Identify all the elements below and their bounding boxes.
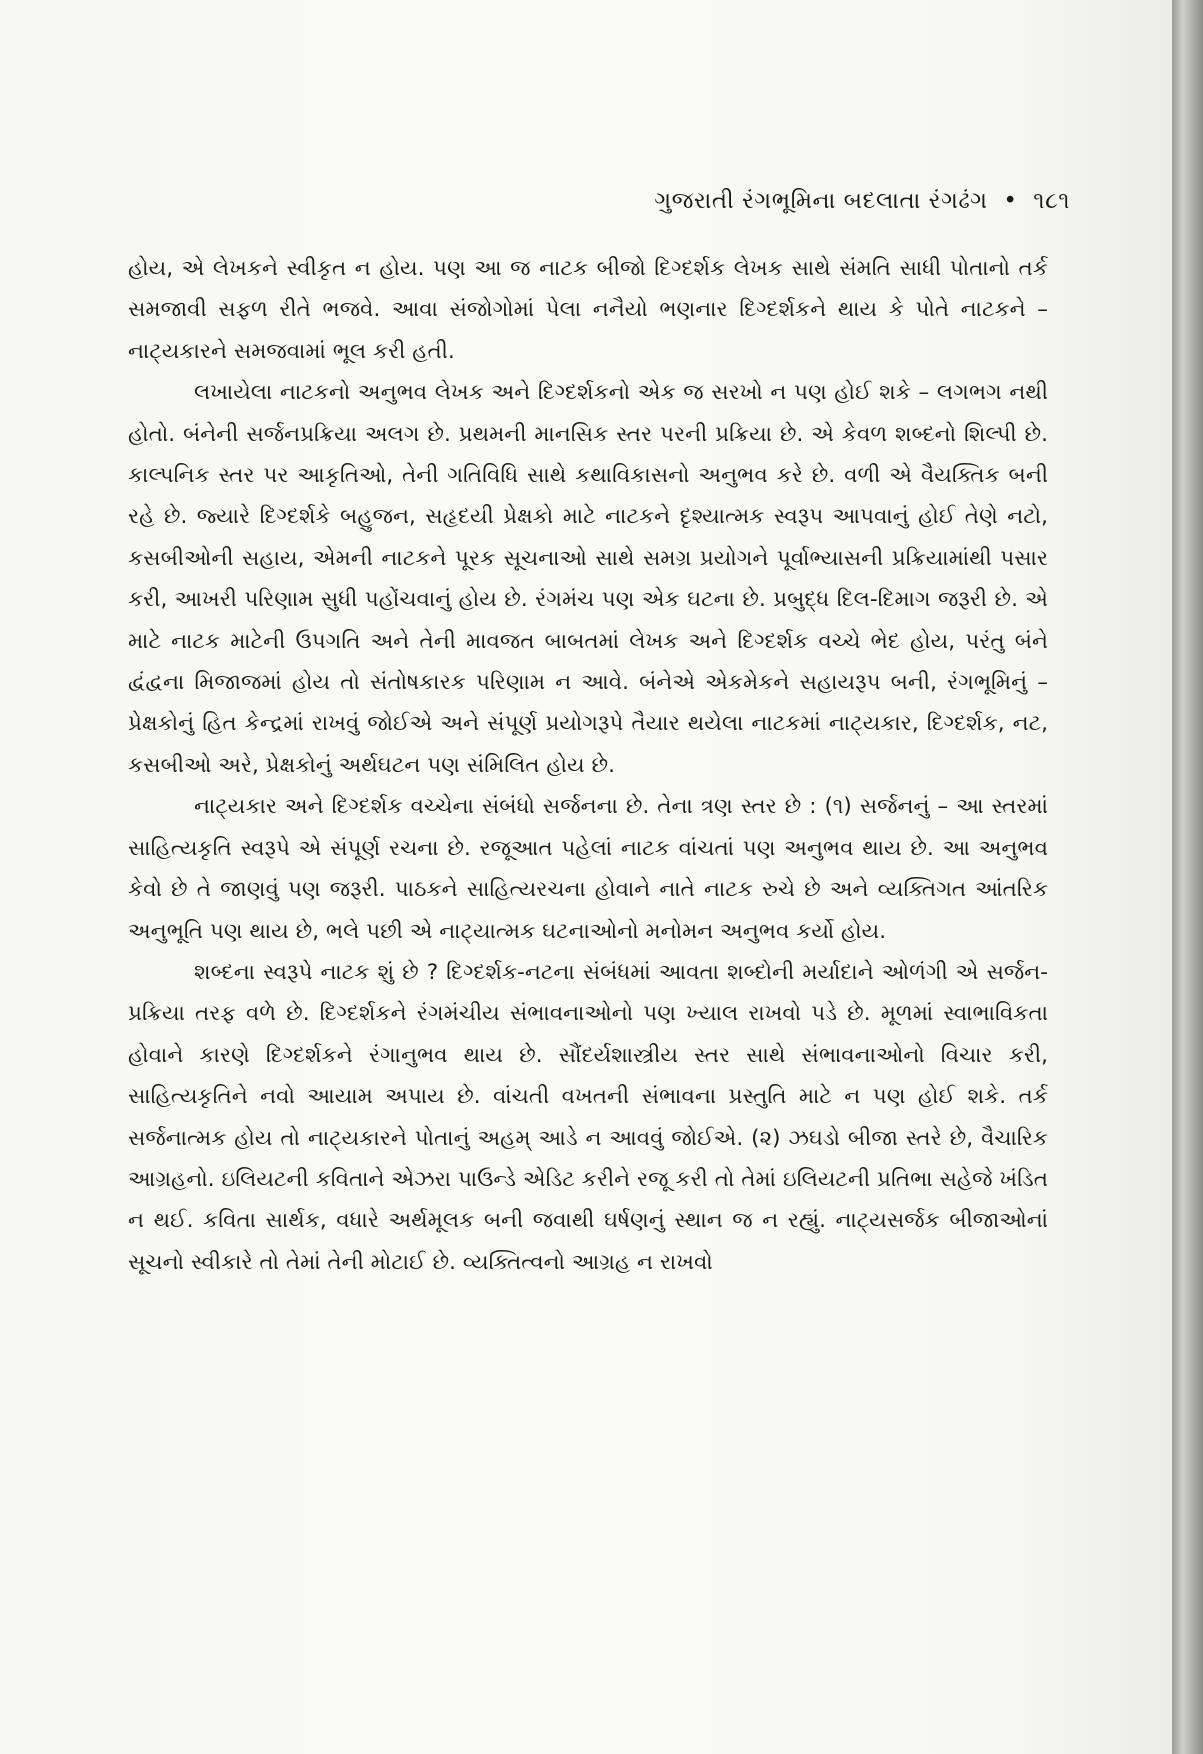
running-header bbox=[470, 188, 1070, 214]
running-title: ગુજરાતી રંગભૂમિના બદલાતા રંગઢંગ bbox=[654, 188, 988, 214]
paragraph-1: હોય, એ લેખકને સ્વીકૃત ન હોય. પણ આ જ નાટક બીજો દિગ્દર્શક લેખક સાથે સંમતિ સાધી પોતાનો તર્ક સમજાવી સફળ રીતે ભજવે. આવા સંજોગોમાં પેલા નનૈયો ભણનાર દિગ્દર્શકને થાય કે પોતે નાટકને – નાટ્યકારને સમજવામાં ભૂલ કરી હતી. bbox=[128, 256, 1048, 364]
page-number: ૧૮૧ bbox=[1033, 188, 1070, 214]
paragraph-3: નાટ્યકાર અને દિગ્દર્શક વચ્ચેના સંબંધો સર્જનના છે. તેના ત્રણ સ્તર છે : (૧) સર્જનનું – આ સ્તરમાં સાહિત્યકૃતિ સ્વરૂપે એ સંપૂર્ણ રચના છે. રજૂઆત પહેલાં નાટક વાંચતાં પણ અનુભવ થાય છે. આ અનુભવ કેવો છે તે જાણવું પણ જરૂરી. પાઠકને સાહિત્યરચના હોવાને નાતે નાટક રુચે છે અને વ્યક્તિગત આંતરિક અનુભૂતિ પણ થાય છે, ભલે પછી એ નાટ્યાત્મક ઘટનાઓનો મનોમન અનુભવ કર્યો હોય. bbox=[128, 794, 1048, 944]
book-edge bbox=[1172, 0, 1203, 1754]
body-text bbox=[128, 248, 1048, 1283]
paragraph-2: લખાયેલા નાટકનો અનુભવ લેખક અને દિગ્દર્શકનો એક જ સરખો ન પણ હોઈ શકે – લગભગ નથી હોતો. બંનેની સર્જનપ્રક્રિયા અલગ છે. પ્રથમની માનસિક સ્તર પરની પ્રક્રિયા છે. એ કેવળ શબ્દનો શિલ્પી છે. કાલ્પનિક સ્તર પર આકૃતિઓ, તેની ગતિવિધિ સાથે કથાવિકાસનો અનુભવ કરે છે. વળી એ વૈયક્તિક બની રહે છે. જ્યારે દિગ્દર્શકે બહુજન, સહૃદયી પ્રેક્ષકો માટે નાટકને દૃશ્યાત્મક સ્વરૂપ આપવાનું હોઈ તેણે નટો, કસબીઓની સહાય, એમની નાટકને પૂરક સૂચનાઓ સાથે સમગ્ર પ્રયોગને પૂર્વાભ્યાસની પ્રક્રિયામાંથી પસાર કરી, આખરી પરિણામ સુધી પહોંચવાનું હોય છે. રંગમંચ પણ એક ઘટના છે. પ્રબુદ્ધ દિલ-દિમાગ જરૂરી છે. એ માટે નાટક માટેની ઉપગતિ અને તેની માવજત બાબતમાં લેખક અને દિગ્દર્શક વચ્ચે ભેદ હોય, પરંતુ બંને દ્વંદ્વના મિજાજમાં હોય તો સંતોષકારક પરિણામ ન આવે. બંનેએ એકમેકને સહાયરૂપ બની, રંગભૂમિનું – પ્રેક્ષકોનું હિત કેન્દ્રમાં રાખવું જોઈએ અને સંપૂર્ણ પ્રયોગરૂપે તૈયાર થયેલા નાટકમાં નાટ્યકાર, દિગ્દર્શક, નટ, કસબીઓ અરે, પ્રેક્ષકોનું અર્થઘટન પણ સંમિલિત હોય છે. bbox=[128, 380, 1048, 778]
header-separator: • bbox=[1003, 188, 1018, 214]
paragraph-4: શબ્દના સ્વરૂપે નાટક શું છે ? દિગ્દર્શક-નટના સંબંધમાં આવતા શબ્દોની મર્યાદાને ઓળંગી એ સર્જન-પ્રક્રિયા તરફ વળે છે. દિગ્દર્શકને રંગમંચીય સંભાવનાઓનો પણ ખ્યાલ રાખવો પડે છે. મૂળમાં સ્વાભાવિકતા હોવાને કારણે દિગ્દર્શકને રંગાનુભવ થાય છે. સૌંદર્યશાસ્ત્રીય સ્તર સાથે સંભાવનાઓનો વિચાર કરી, સાહિત્યકૃતિને નવો આયામ અપાય છે. વાંચતી વખતની સંભાવના પ્રસ્તુતિ માટે ન પણ હોઈ શકે. તર્ક સર્જનાત્મક હોય તો નાટ્યકારને પોતાનું અહમ્ આડે ન આવવું જોઈએ. (૨) ઝઘડો બીજા સ્તરે છે, વૈચારિક આગ્રહનો. ઇલિયટની કવિતાને એઝરા પાઉન્ડે એડિટ કરીને રજૂ કરી તો તેમાં ઇલિયટની પ્રતિભા સહેજે ખંડિત ન થઈ. કવિતા સાર્થક, વધારે અર્થમૂલક બની જવાથી ઘર્ષણનું સ્થાન જ ન રહ્યું. નાટ્યસર્જક બીજાઓનાં સૂચનો સ્વીકારે તો તેમાં તેની મોટાઈ છે. વ્યક્તિત્વનો આગ્રહ ન રાખવો bbox=[128, 959, 1048, 1275]
